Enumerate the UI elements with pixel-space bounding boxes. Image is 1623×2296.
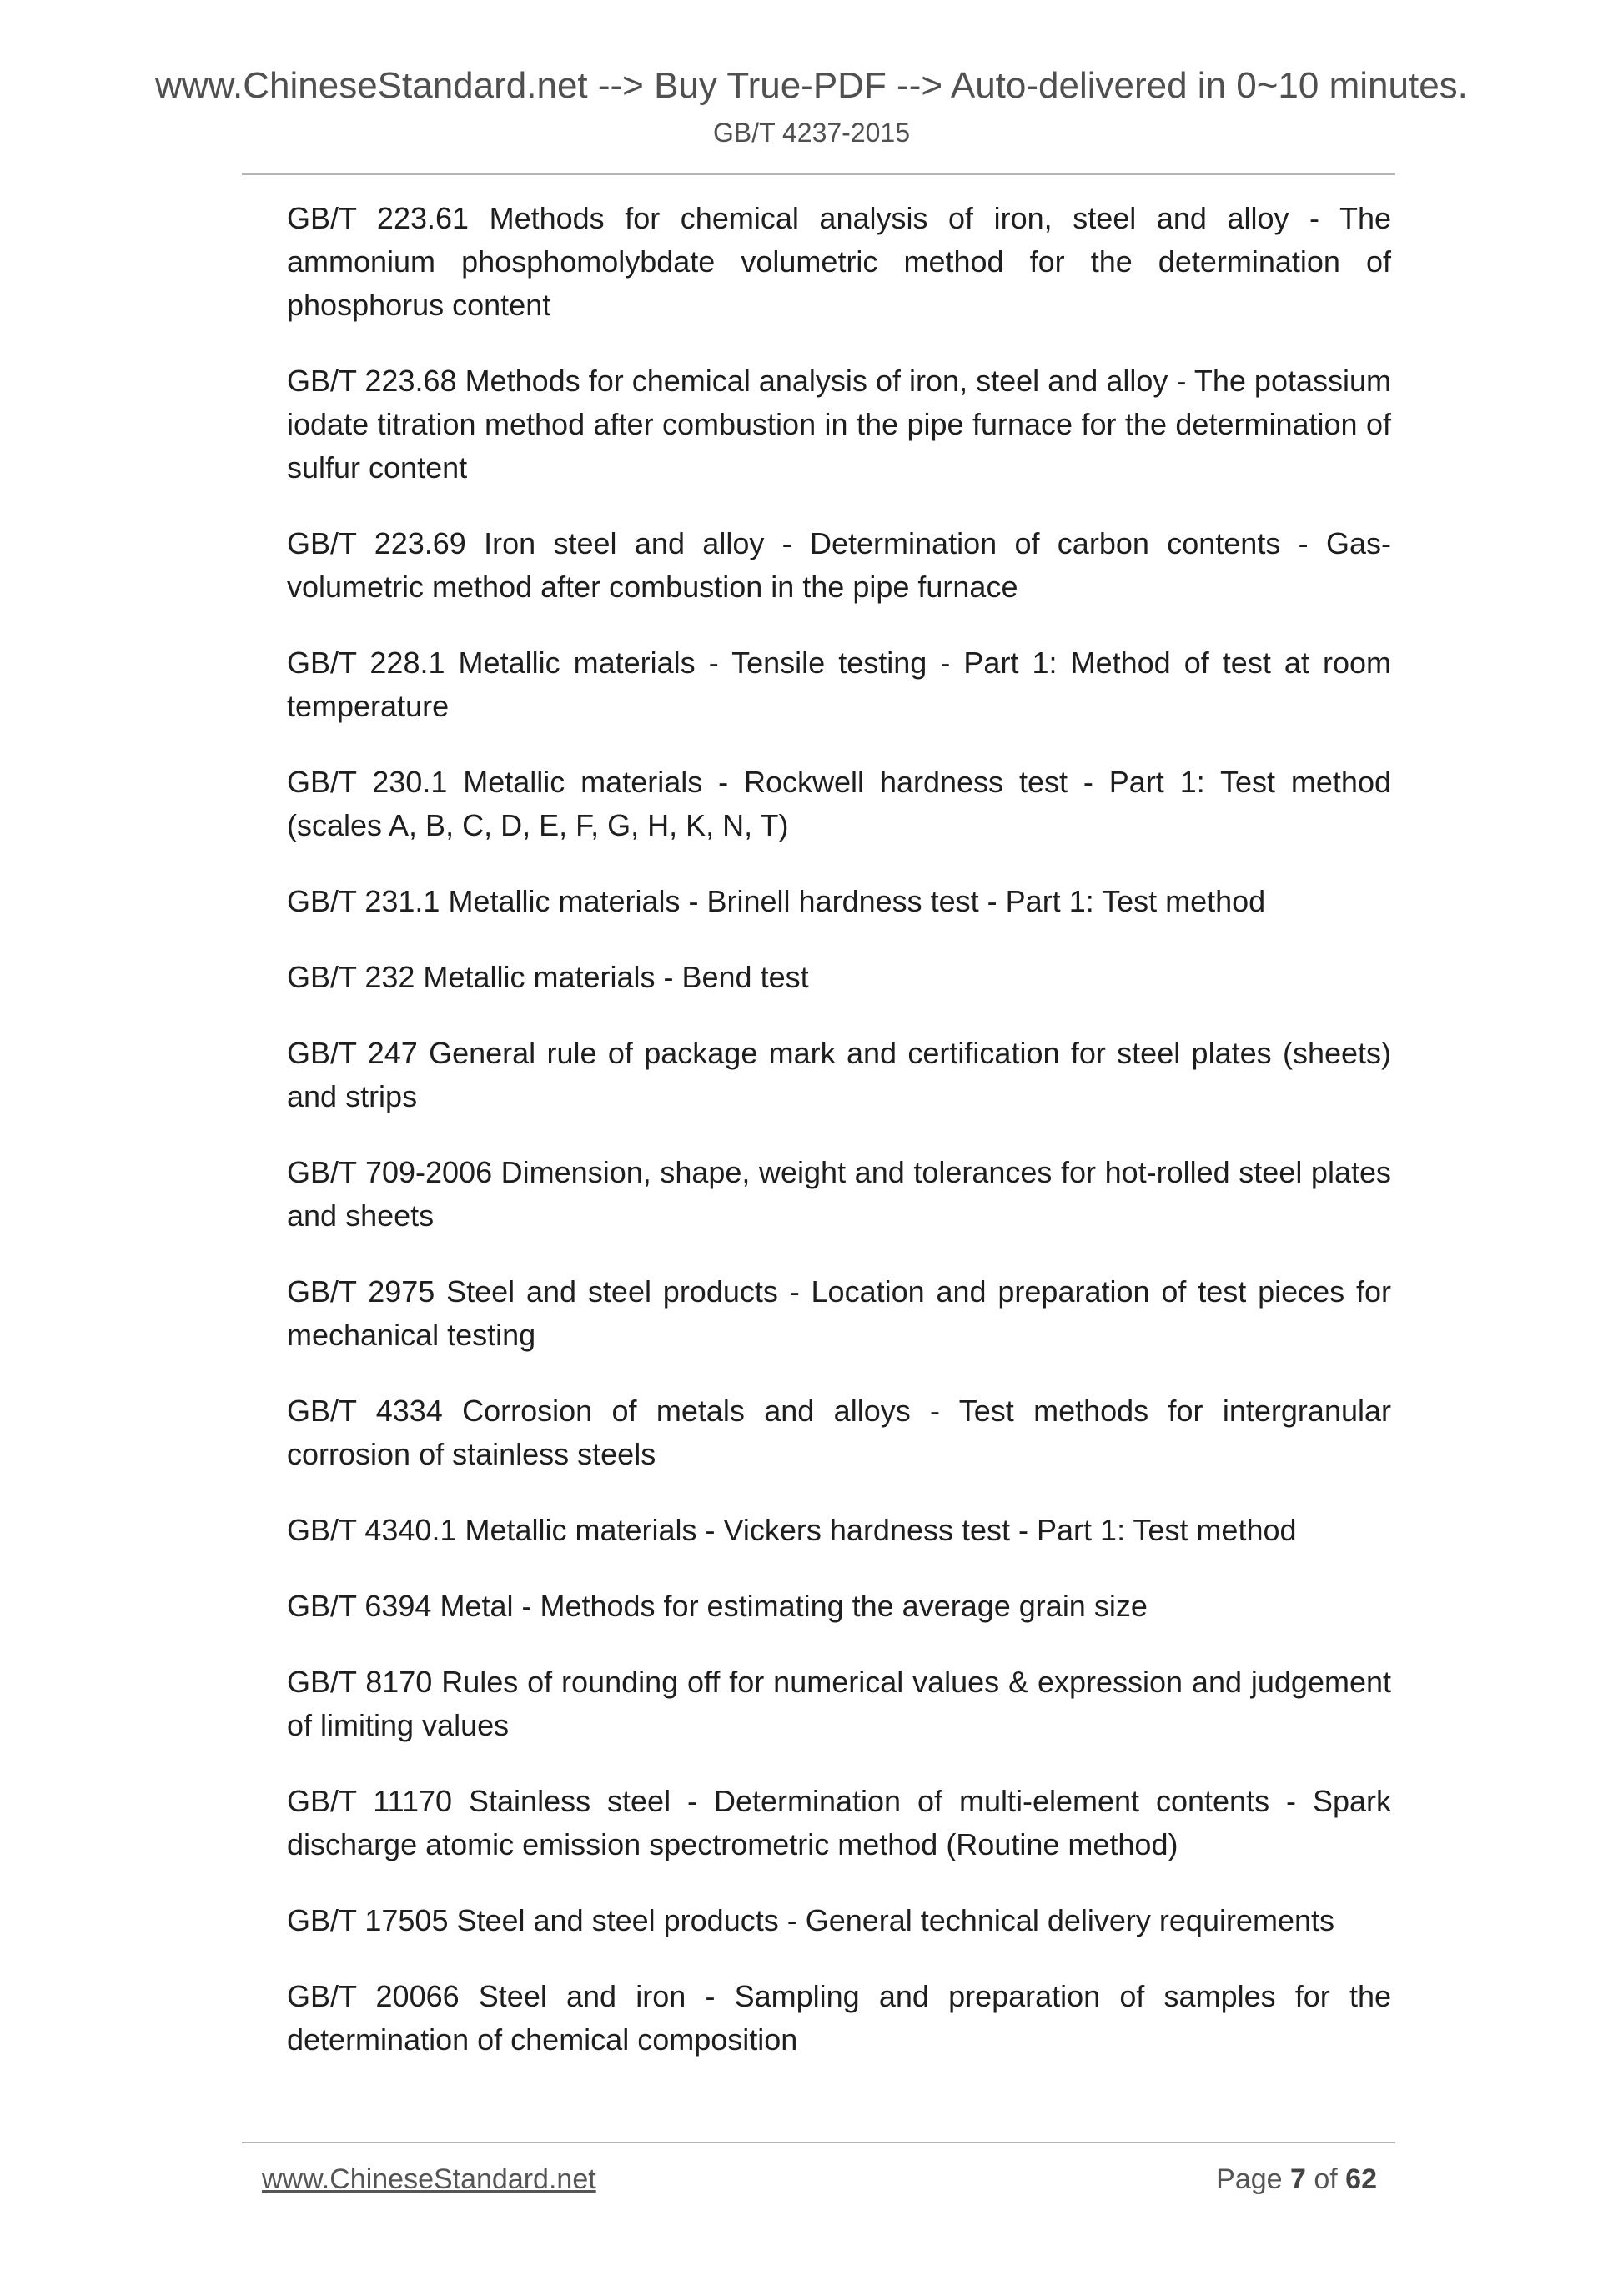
- reference-item: GB/T 4340.1 Metallic materials - Vickers hardness test - Part 1: Test method: [287, 1513, 1297, 1547]
- reference-item: GB/T 2975 Steel and steel products - Location and preparation of test pieces for mechanical testing: [287, 1274, 1391, 1352]
- reference-item: GB/T 223.68 Methods for chemical analysis of iron, steel and alloy - The potassium iodate titration method after combustion in the pipe furnace for the determination of sulfur content: [287, 364, 1391, 485]
- reference-item: GB/T 4334 Corrosion of metals and alloys - Test methods for intergranular corrosion of stainless steels: [287, 1394, 1391, 1471]
- reference-item: GB/T 8170 Rules of rounding off for numerical values & expression and judgement of limiting values: [287, 1665, 1391, 1742]
- reference-item: GB/T 230.1 Metallic materials - Rockwell hardness test - Part 1: Test method (scales A, B, C, D, E, F, G, H, K, N, T): [287, 765, 1391, 842]
- reference-item: GB/T 228.1 Metallic materials - Tensile testing - Part 1: Method of test at room temperature: [287, 646, 1391, 723]
- header-divider: [242, 173, 1395, 175]
- total-page-count: 62: [1345, 2163, 1377, 2195]
- page-separator: of: [1305, 2163, 1346, 2195]
- page-indicator: [1216, 2163, 1377, 2196]
- reference-item: GB/T 17505 Steel and steel products - General technical delivery requirements: [287, 1903, 1335, 1937]
- reference-item: GB/T 709-2006 Dimension, shape, weight and tolerances for hot-rolled steel plates and sheets: [287, 1155, 1391, 1233]
- footer-site-link[interactable]: www.ChineseStandard.net: [262, 2163, 596, 2195]
- footer-divider: [242, 2142, 1395, 2143]
- reference-item: GB/T 247 General rule of package mark and certification for steel plates (sheets) and strips: [287, 1036, 1391, 1113]
- reference-item: GB/T 11170 Stainless steel - Determination of multi-element contents - Spark discharge atomic emission spectrometric method (Routine method): [287, 1784, 1391, 1861]
- normative-references-list: [287, 197, 1391, 2094]
- current-page-number: 7: [1290, 2163, 1306, 2195]
- page-prefix: Page: [1216, 2163, 1290, 2195]
- reference-item: GB/T 20066 Steel and iron - Sampling and preparation of samples for the determination of chemical composition: [287, 1979, 1391, 2057]
- standard-code: GB/T 4237-2015: [712, 118, 910, 148]
- reference-item: GB/T 6394 Metal - Methods for estimating the average grain size: [287, 1589, 1148, 1623]
- header-banner: www.ChineseStandard.net --> Buy True-PDF --> Auto-delivered in 0~10 minutes.: [155, 65, 1468, 106]
- reference-item: GB/T 223.69 Iron steel and alloy - Determination of carbon contents - Gas-volumetric method after combustion in the pipe furnace: [287, 526, 1391, 604]
- reference-item: GB/T 223.61 Methods for chemical analysis of iron, steel and alloy - The ammonium phosphomolybdate volumetric method for the determination of phosphorus content: [287, 201, 1391, 322]
- reference-item: GB/T 232 Metallic materials - Bend test: [287, 960, 809, 994]
- reference-item: GB/T 231.1 Metallic materials - Brinell hardness test - Part 1: Test method: [287, 884, 1266, 918]
